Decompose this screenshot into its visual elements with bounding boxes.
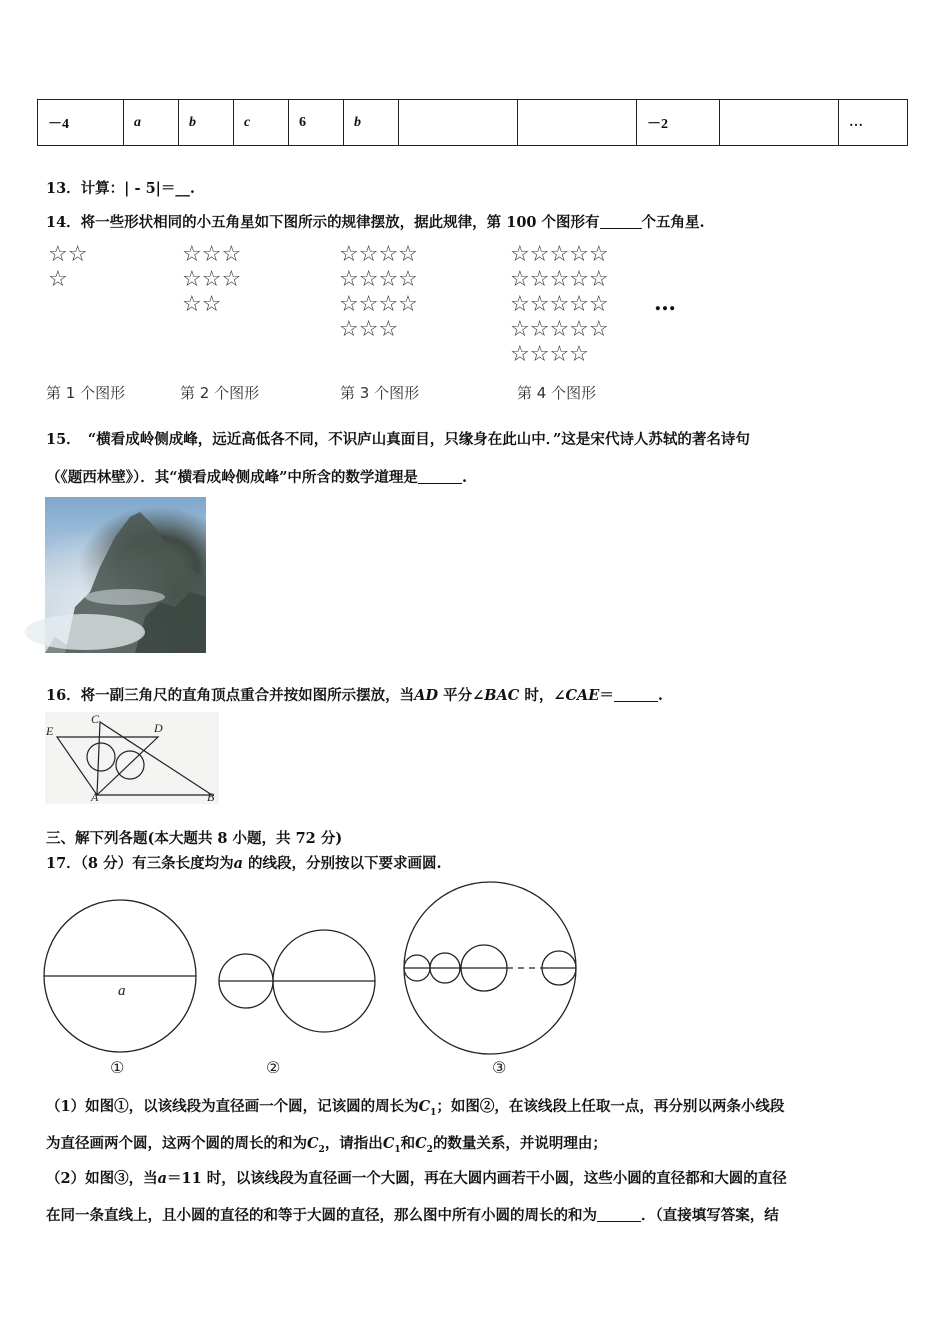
variable-a: a (157, 1170, 167, 1187)
question-13: 13．计算：| - 5|＝__. (46, 180, 195, 197)
question-14-tail: 个五角星. (641, 214, 705, 231)
question-17-text: （2）如图③，当 (46, 1170, 158, 1187)
table-cell: －2 (637, 100, 720, 146)
question-14-text: 14．将一些形状相同的小五角星如下图所示的规律摆放，据此规律，第 100 个图形有 (46, 214, 600, 231)
segment-ad: AD (414, 687, 439, 704)
question-17-text: 在同一条直线上，且小圆的直径的和等于大圆的直径，那么图中所有小圆的周长的和为 (46, 1207, 597, 1224)
sequence-row (38, 100, 908, 146)
question-17-text: ；如图②，在该线段上任取一点，再分别以两条小线段 (436, 1098, 785, 1115)
variable-a: a (233, 855, 243, 872)
star-row: ☆☆ (182, 292, 222, 317)
question-16-text: 时，∠ (519, 687, 566, 704)
star-row: ☆☆☆☆☆ (510, 292, 609, 317)
circles-figure (30, 880, 590, 1080)
point-label-d: D (154, 721, 163, 735)
table-cell: b (179, 100, 234, 146)
table-cell: a (124, 100, 179, 146)
star-figure-1 (48, 242, 87, 292)
triangle-figure (45, 712, 219, 804)
point-label-e: E (46, 724, 54, 738)
subscript: 2 (318, 1144, 325, 1155)
question-16 (46, 684, 663, 705)
star-row: ☆☆☆ (182, 242, 242, 267)
question-15-tail: . (461, 469, 467, 486)
table-cell: －4 (38, 100, 124, 146)
star-row: ☆☆☆☆ (339, 242, 418, 267)
star-row: ☆☆☆☆ (510, 342, 589, 367)
question-17-text: 为直径画两个圆，这两个圆的周长的和为 (46, 1135, 307, 1152)
table-cell: … (839, 100, 908, 146)
table-cell (720, 100, 839, 146)
symbol-c2: C (415, 1135, 427, 1152)
question-15-text: （《题西林壁》）．其“横看成岭侧成峰”中所含的数学道理是 (46, 469, 418, 486)
question-15-line-1: 15． “横看成岭侧成峰，远近高低各不同，不识庐山真面目，只缘身在此山中．”这是宋代诗人苏轼的著名诗句 (46, 431, 750, 448)
sequence-table (37, 99, 908, 146)
subscript: 2 (426, 1144, 433, 1155)
symbol-c1: C (382, 1135, 395, 1152)
answer-blank (614, 687, 658, 703)
star-row: ☆☆☆☆ (339, 292, 418, 317)
figure-label-1: ① (110, 1058, 125, 1077)
subscript: 1 (394, 1144, 401, 1155)
question-17-text: 17．（8 分）有三条长度均为 (46, 855, 234, 872)
question-17 (46, 852, 442, 873)
question-15-line-2 (46, 466, 467, 487)
table-cell (399, 100, 518, 146)
figure-label-3: ③ (492, 1058, 507, 1077)
subscript: 1 (430, 1107, 437, 1118)
star-row: ☆☆☆ (182, 267, 242, 292)
table-cell: c (234, 100, 289, 146)
point-label-b: B (207, 790, 215, 804)
star-row: ☆☆☆☆☆ (510, 242, 609, 267)
star-row: ☆☆☆☆☆ (510, 317, 609, 342)
point-label-a: A (91, 790, 99, 804)
question-14 (46, 211, 705, 232)
diameter-label: a (118, 983, 126, 999)
question-17-part-2-line-2 (46, 1204, 779, 1225)
mountain-silhouette (45, 497, 206, 653)
figure-label-2: ② (266, 1058, 281, 1077)
question-17-text: ＝11 时，以该线段为直径画一个大圆，再在大圆内画若干小圆，这些小圆的直径都和大圆的直径 (167, 1170, 787, 1187)
star-row: ☆☆☆☆☆ (510, 267, 609, 292)
table-cell (518, 100, 637, 146)
figure-caption: 第 4 个图形 (517, 384, 597, 402)
star-figure-4 (510, 242, 609, 367)
figure-caption: 第 2 个图形 (180, 384, 260, 402)
answer-blank (418, 469, 462, 485)
symbol-c2: C (307, 1135, 319, 1152)
star-row: ☆ (48, 267, 68, 292)
equals-sign: ＝ (599, 687, 614, 704)
question-17-text: （1）如图①，以该线段为直径画一个圆，记该圆的周长为 (46, 1098, 419, 1115)
question-17-text: 和 (400, 1135, 416, 1152)
question-17-part-1-line-1 (46, 1095, 784, 1118)
question-17-text: 的数量关系，并说明理由； (432, 1135, 607, 1152)
question-17-part-1-line-2 (46, 1132, 607, 1155)
table-cell: 6 (289, 100, 344, 146)
star-row: ☆☆ (48, 242, 88, 267)
star-figure-2 (182, 242, 241, 317)
ellipsis: … (654, 290, 676, 316)
angle-bac: BAC (484, 687, 520, 704)
section-heading: 三、解下列各题(本大题共 8 小题，共 72 分) (46, 830, 343, 847)
symbol-c1: C (418, 1098, 431, 1115)
table-cell: b (344, 100, 399, 146)
answer-blank (600, 214, 642, 230)
question-16-text: 平分∠ (438, 687, 485, 704)
star-row: ☆☆☆ (339, 317, 399, 342)
angle-cae: CAE (565, 687, 600, 704)
figure-caption: 第 1 个图形 (46, 384, 126, 402)
answer-blank (597, 1207, 641, 1223)
question-16-text: 16．将一副三角尺的直角顶点重合并按如图所示摆放，当 (46, 687, 415, 704)
figure-caption: 第 3 个图形 (340, 384, 420, 402)
star-row: ☆☆☆☆ (339, 267, 418, 292)
question-17-tail: 的线段，分别按以下要求画圆. (242, 855, 442, 872)
mountain-photo (45, 497, 206, 653)
question-17-tail: ．（直接填写答案，结 (641, 1207, 779, 1224)
star-figure-3 (339, 242, 418, 342)
question-16-tail: . (657, 687, 663, 704)
question-17-text: ，请指出 (324, 1135, 383, 1152)
question-17-part-2-line-1 (46, 1167, 787, 1188)
point-label-c: C (91, 712, 100, 726)
